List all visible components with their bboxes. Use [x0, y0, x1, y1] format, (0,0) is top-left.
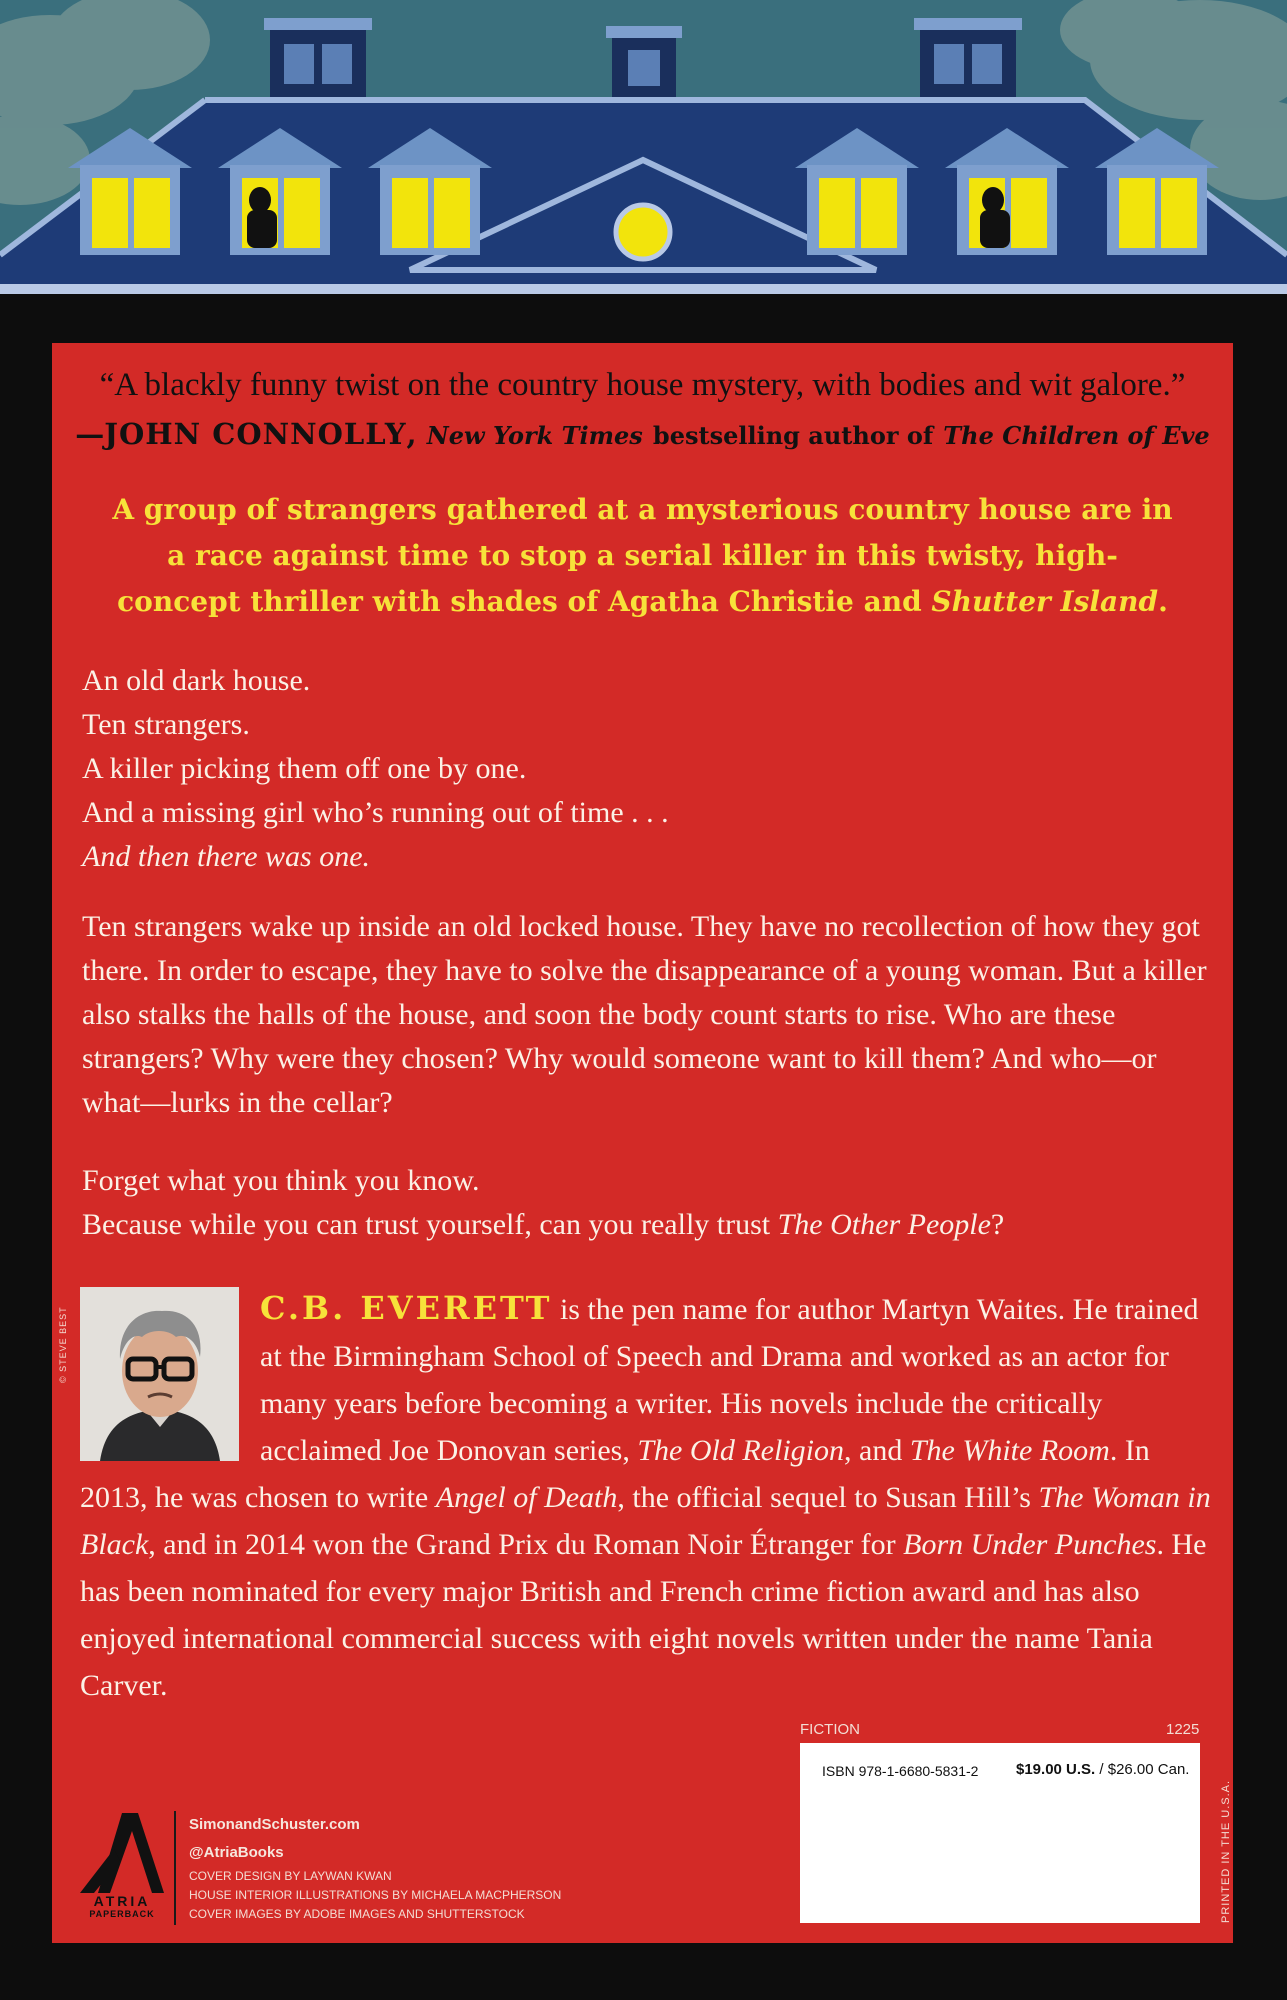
- teaser-line: A killer picking them off one by one.: [82, 752, 527, 785]
- tagline: A group of strangers gathered at a mysterious country house are in a race against time to stop a serial killer in this twisty, high-concept thriller with shades of Agatha Christie and Shutter Island.: [112, 493, 1173, 618]
- cover-credit: COVER DESIGN BY LAYWAN KWAN: [189, 1869, 392, 1883]
- publisher-website: SimonandSchuster.com: [189, 1816, 360, 1833]
- tagline-title: Shutter Island: [931, 585, 1159, 618]
- reviewer-book: The Children of Eve: [943, 421, 1210, 450]
- cover-credit: HOUSE INTERIOR ILLUSTRATIONS BY MICHAELA MACPHERSON: [189, 1888, 562, 1902]
- photo-credit: © STEVE BEST: [58, 1306, 68, 1383]
- category-label: FICTION: [800, 1721, 860, 1738]
- reviewer-name: JOHN CONNOLLY: [104, 417, 407, 451]
- publisher-logo-text: ATRIA PAPERBACK: [89, 1893, 155, 1919]
- synopsis: Ten strangers wake up inside an old locked house. They have no recollection of how they got there. In order to escape, they have to solve the disappearance of a young woman. But a killer also stalks the halls of the house, and soon the body count starts to rise. Who are these strangers? Why were they chosen? Why would someone want to kill them? And who—or what—lurks in the cellar?: [82, 910, 1207, 1119]
- teaser-line: Ten strangers.: [82, 708, 250, 741]
- teaser-line-final: And then there was one.: [82, 840, 371, 873]
- teaser-line: And a missing girl who’s running out of time . . .: [82, 796, 669, 829]
- synopsis-closing: Forget what you think you know. Because while you can trust yourself, can you really trust The Other People?: [82, 1164, 1005, 1241]
- printed-in: PRINTED IN THE U.S.A.: [1220, 1779, 1232, 1923]
- round-window: [616, 205, 670, 259]
- book-title: The Other People: [777, 1208, 991, 1241]
- author-bio: C.B. EVERETT is the pen name for author Martyn Waites. He trained at the Birmingham School of Speech and Drama and worked as an actor for many years before becoming a writer. His novels include the critically acclaimed Joe Donovan series, The Old Religion, and The White Room. In 2013, he was chosen to write Angel of Death, the official sequel to Susan Hill’s The Woman in Black, and in 2014 won the Grand Prix du Roman Noir Étranger for Born Under Punches. He has been nominated for every major British and French crime fiction award and has also enjoyed international commercial success with eight novels written under the name Tania Carver.: [80, 1289, 1211, 1702]
- price: $19.00 U.S. / $26.00 Can.: [1016, 1761, 1190, 1778]
- teaser-line: An old dark house.: [82, 664, 311, 697]
- publisher-info: [189, 1811, 561, 1924]
- cover-credit: COVER IMAGES BY ADOBE IMAGES AND SHUTTERSTOCK: [189, 1907, 525, 1921]
- author-name: C.B. EVERETT: [260, 1289, 553, 1327]
- isbn: ISBN 978-1-6680-5831-2: [822, 1763, 979, 1779]
- publication-name: New York Times: [426, 421, 643, 450]
- barcode-box: [800, 1743, 1200, 1923]
- review-quote: “A blackly funny twist on the country house mystery, with bodies and wit galore.”: [99, 367, 1186, 403]
- back-cover-panel: [52, 343, 1233, 1943]
- teaser-lines: [82, 659, 1202, 879]
- house-illustration: [0, 0, 1287, 300]
- review-attribution: —JOHN CONNOLLY, New York Times bestselling author of The Children of Eve: [75, 417, 1210, 451]
- divider: [174, 1811, 176, 1925]
- publisher-social: @AtriaBooks: [189, 1844, 284, 1861]
- category-code: 1225: [1166, 1721, 1200, 1738]
